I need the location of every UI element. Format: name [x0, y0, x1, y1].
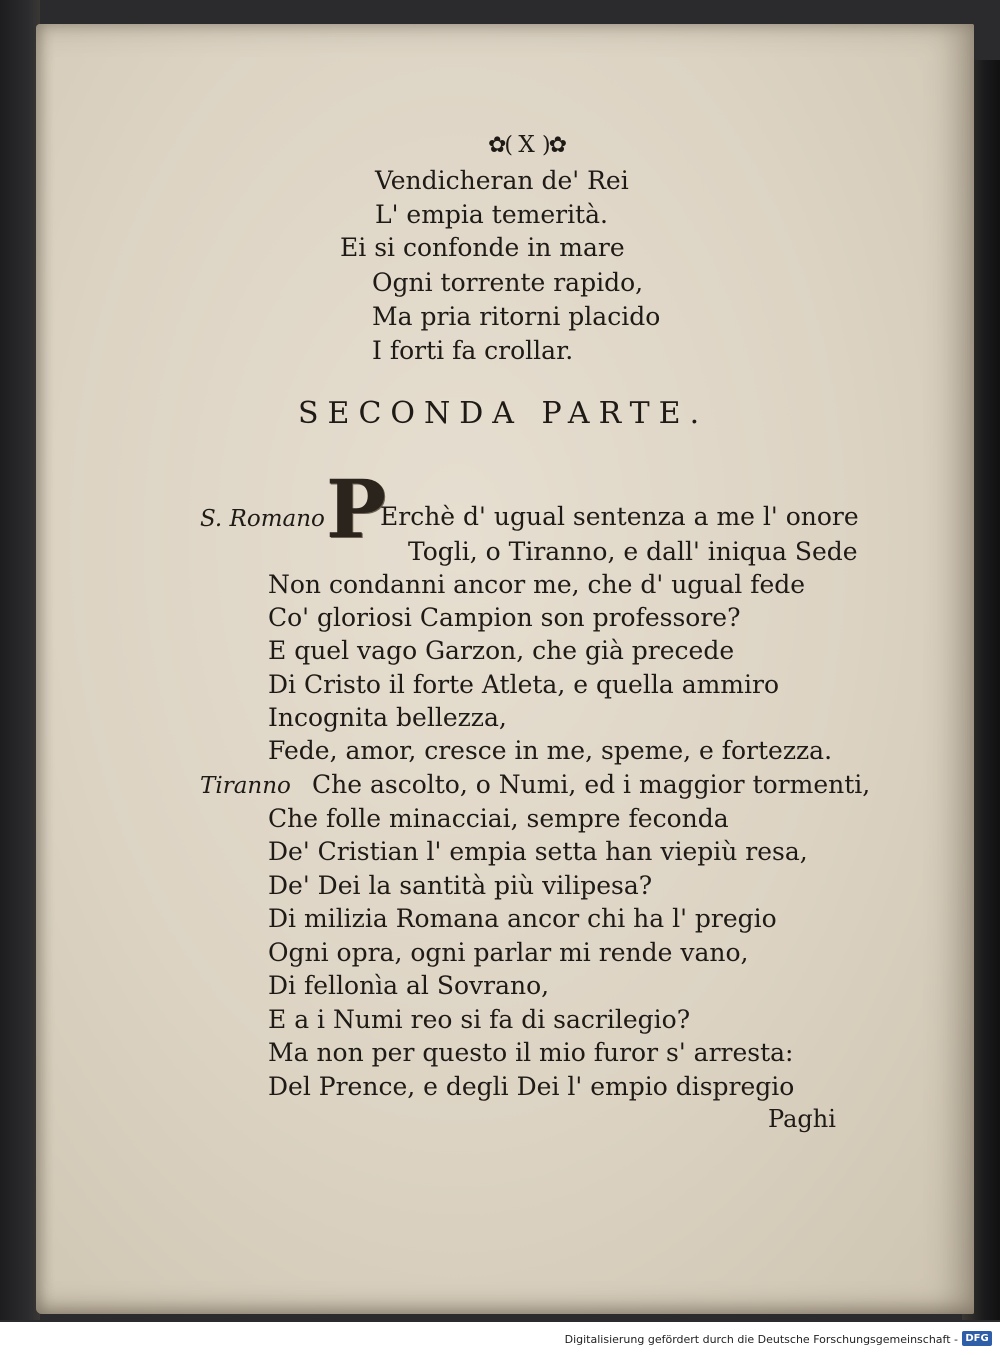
verse-line: Incognita bellezza, — [268, 703, 507, 732]
verse-line: Fede, amor, cresce in me, speme, e fortezza. — [268, 736, 833, 765]
section-title: SECONDA PARTE. — [298, 396, 709, 431]
verse-line: Che folle minacciai, sempre feconda — [268, 804, 729, 833]
aria-line: Ogni torrente rapido, — [372, 268, 644, 297]
speaker-label: Tiranno — [200, 773, 291, 799]
ornament-right-icon: )✿ — [542, 133, 566, 158]
verse-line: De' Cristian l' empia setta han viepiù resa, — [268, 837, 808, 866]
verse-line: Erchè d' ugual sentenza a me l' onore — [380, 502, 859, 531]
aria-line: L' empia temerità. — [375, 200, 608, 229]
aria-line: Vendicheran de' Rei — [375, 166, 629, 195]
footer-credit: Digitalisierung gefördert durch die Deutsche Forschungsgemeinschaft - — [564, 1333, 958, 1346]
verse-line: Di milizia Romana ancor chi ha l' pregio — [268, 904, 777, 933]
page-header — [488, 132, 565, 158]
page-number: X — [518, 132, 535, 158]
ornament-left-icon: ✿( — [488, 133, 512, 158]
book-cover-left — [0, 0, 40, 1320]
dfg-logo-icon: DFG — [962, 1331, 992, 1346]
speaker-label: S. Romano — [200, 506, 325, 532]
verse-line: Non condanni ancor me, che d' ugual fede — [268, 570, 806, 599]
verse-line: De' Dei la santità più vilipesa? — [268, 871, 653, 900]
verse-line: Che ascolto, o Numi, ed i maggior tormenti, — [312, 770, 871, 799]
verse-line: Co' gloriosi Campion son professore? — [268, 603, 741, 632]
verse-line: Ma non per questo il mio furor s' arresta: — [268, 1038, 794, 1067]
aria-line: Ma pria ritorni placido — [372, 302, 661, 331]
drop-cap: P — [326, 462, 387, 556]
verse-line: E quel vago Garzon, che già precede — [268, 636, 735, 665]
verse-line: Di fellonìa al Sovrano, — [268, 971, 550, 1000]
verse-line: E a i Numi reo si fa di sacrilegio? — [268, 1005, 691, 1034]
verse-line: Di Cristo il forte Atleta, e quella ammiro — [268, 670, 780, 699]
verse-line: Ogni opra, ogni parlar mi rende vano, — [268, 938, 749, 967]
aria-line: I forti fa crollar. — [372, 336, 574, 365]
catchword: Paghi — [768, 1105, 836, 1133]
aria-line: Ei si confonde in mare — [340, 233, 625, 262]
verse-line: Togli, o Tiranno, e dall' iniqua Sede — [408, 537, 858, 566]
verse-line: Del Prence, e degli Dei l' empio dispregio — [268, 1072, 795, 1101]
